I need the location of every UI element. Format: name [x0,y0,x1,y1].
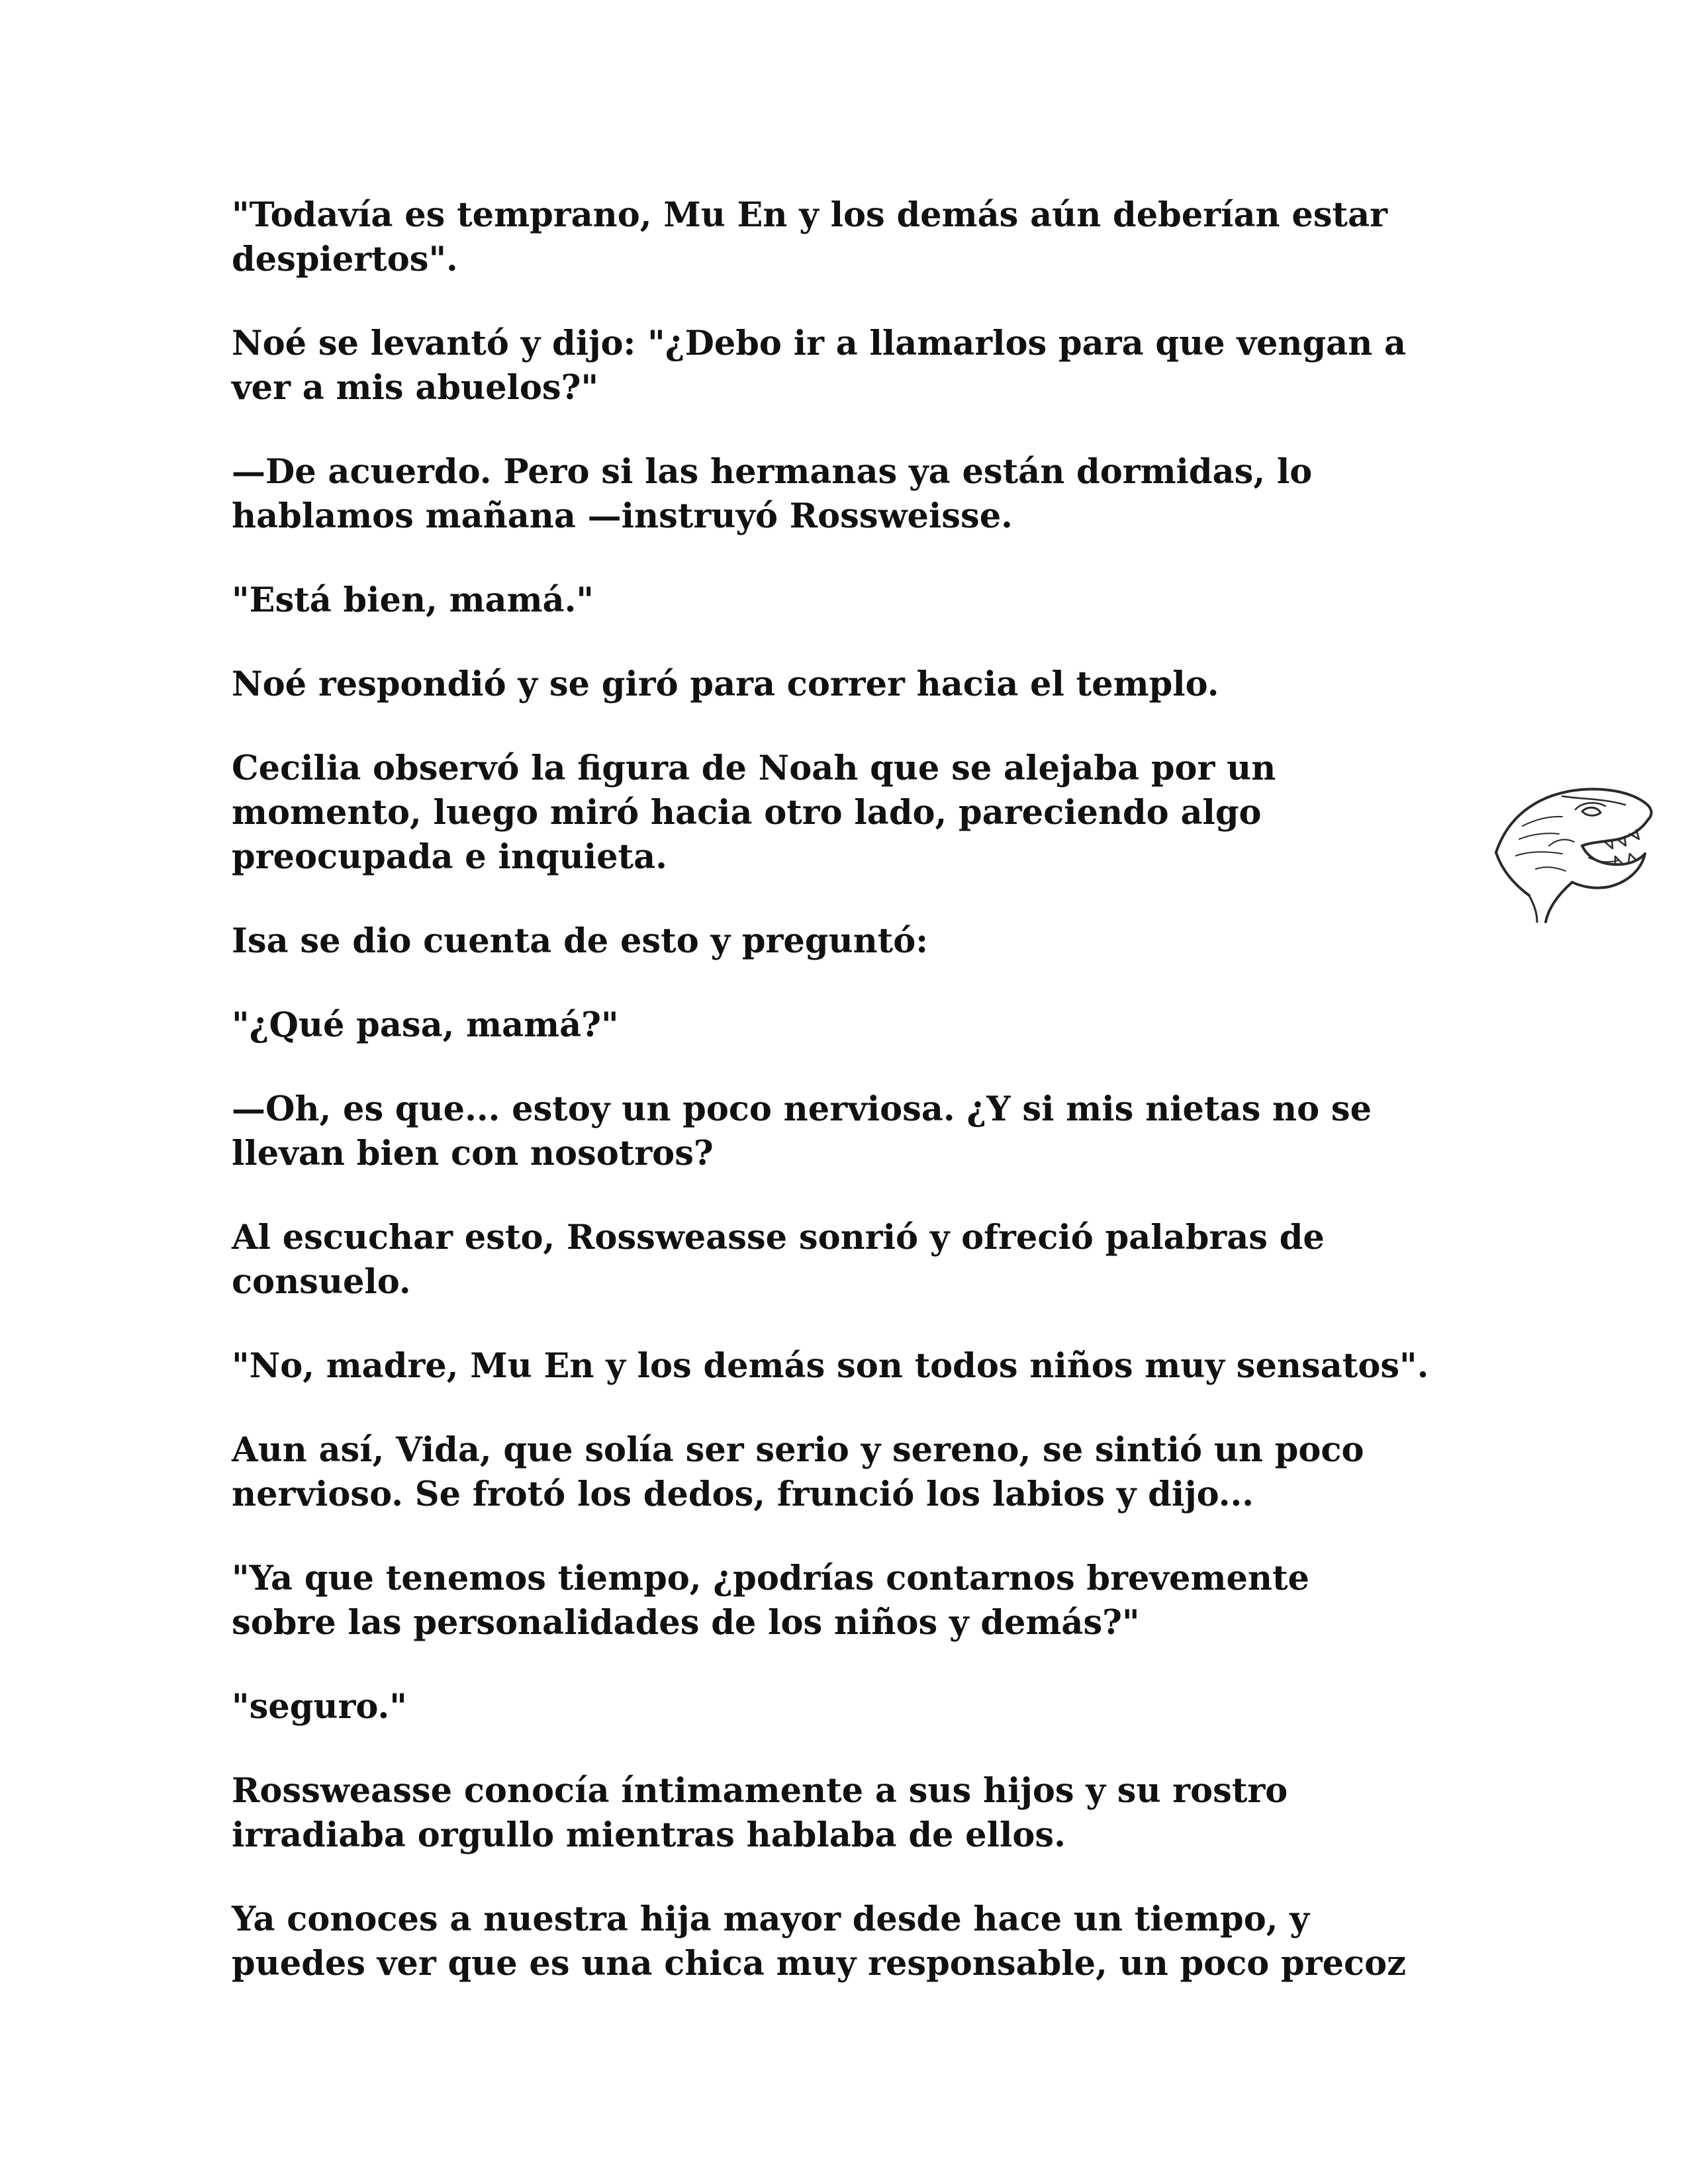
text-line: llevan bien con nosotros? [232,1134,714,1173]
paragraph [232,450,1476,539]
paragraph [232,662,1476,707]
text-line: "Todavía es temprano, Mu En y los demás aún deberían estar [232,195,1388,235]
text-line: ver a mis abuelos?" [232,368,599,408]
paragraph [232,1087,1476,1176]
text-line: Ya conoces a nuestra hija mayor desde hace un tiempo, y [232,1899,1309,1939]
dinosaur-head-icon [1483,773,1662,925]
text-line: irradiaba orgullo mientras hablaba de ellos. [232,1815,1066,1855]
text-line: Isa se dio cuenta de esto y preguntó: [232,921,929,961]
text-line: preocupada e inquieta. [232,837,667,877]
text-line: Al escuchar esto, Rossweasse sonrió y ofreció palabras de [232,1218,1325,1257]
text-line: "Ya que tenemos tiempo, ¿podrías contarnos brevemente [232,1559,1309,1598]
paragraph [232,1003,1476,1048]
text-line: nervioso. Se frotó los dedos, frunció los labios y dijo... [232,1475,1254,1514]
paragraph [232,578,1476,623]
paragraph [232,919,1476,964]
paragraph [232,1428,1476,1517]
text-line: "¿Qué pasa, mamá?" [232,1005,619,1045]
text-line: Cecilia observó la figura de Noah que se alejaba por un [232,749,1276,788]
text-line: Aun así, Vida, que solía ser serio y sereno, se sintió un poco [232,1430,1364,1470]
paragraph [232,747,1476,880]
text-line: "Está bien, mamá." [232,580,594,620]
paragraph [232,1344,1476,1388]
paragraph [232,322,1476,410]
paragraph [232,193,1476,282]
text-line: Noé respondió y se giró para correr hacia el templo. [232,664,1219,704]
paragraph [232,1685,1476,1729]
text-line: —De acuerdo. Pero si las hermanas ya están dormidas, lo [232,452,1313,492]
paragraph [232,1557,1476,1645]
text-line: —Oh, es que... estoy un poco nerviosa. ¿Y si mis nietas no se [232,1089,1372,1129]
paragraph [232,1216,1476,1304]
text-line: hablamos mañana —instruyó Rossweisse. [232,496,1013,536]
text-line: despiertos". [232,240,458,279]
text-line: momento, luego miró hacia otro lado, pareciendo algo [232,793,1262,833]
text-line: "seguro." [232,1687,407,1727]
text-line: sobre las personalidades de los niños y demás?" [232,1603,1140,1643]
body-text [232,193,1476,2026]
text-line: Rossweasse conocía íntimamente a sus hijos y su rostro [232,1771,1288,1811]
text-line: "No, madre, Mu En y los demás son todos niños muy sensatos". [232,1346,1429,1386]
paragraph [232,1769,1476,1858]
text-line: consuelo. [232,1262,411,1302]
text-line: puedes ver que es una chica muy responsable, un poco precoz [232,1944,1407,1983]
paragraph [232,1897,1476,1986]
text-line: Noé se levantó y dijo: "¿Debo ir a llamarlos para que vengan a [232,324,1407,363]
